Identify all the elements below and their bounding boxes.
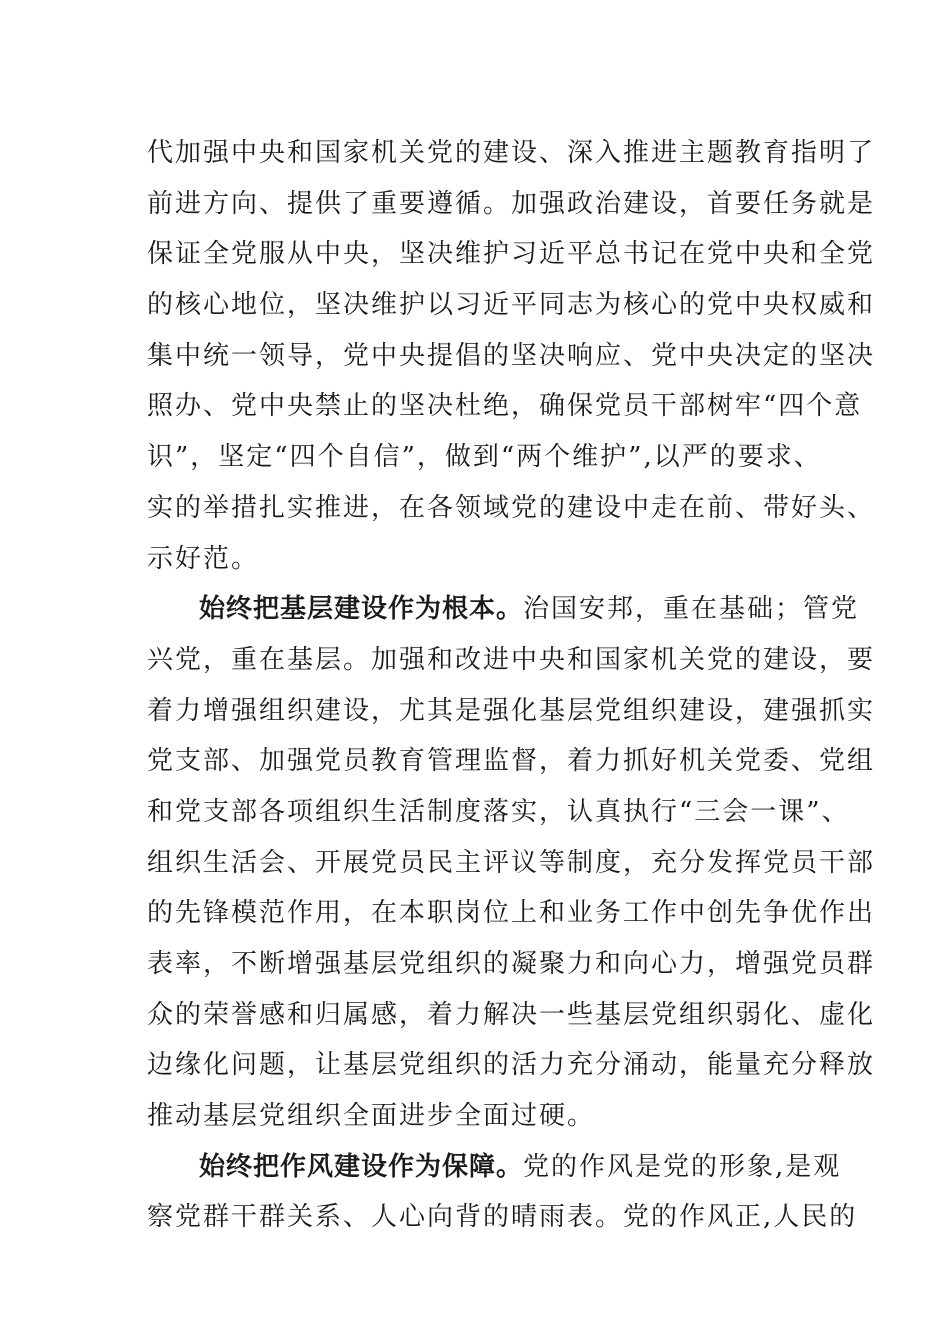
- paragraph-political-construction: [147, 128, 876, 584]
- text-run: 治国安邦，重在基础；管党: [523, 594, 860, 625]
- text-line: 的先锋模范作用，在本职岗位上和业务工作中创先争优作出: [147, 898, 876, 929]
- document-body: [147, 128, 876, 1243]
- paragraph-lead-heading: 始终把作风建设作为保障。: [199, 1151, 524, 1182]
- text-line: 识”，坚定“四个自信”，做到“两个维护”,以严的要求、: [147, 442, 822, 473]
- text-line: 表率，不断增强基层党组织的凝聚力和向心力，增强党员群: [147, 949, 876, 979]
- text-line: 组织生活会、开展党员民主评议等制度，充分发挥党员干部: [147, 847, 876, 878]
- text-line: 示好范。: [147, 543, 260, 574]
- text-line: 前进方向、提供了重要遵循。加强政治建设，首要任务就是: [147, 188, 876, 219]
- paragraph-work-style-construction: [147, 1142, 858, 1243]
- text-line: 实的举措扎实推进，在各领域党的建设中走在前、带好头、: [147, 492, 876, 523]
- text-line: 兴党，重在基层。加强和改进中央和国家机关党的建设，要: [147, 644, 876, 675]
- text-line: 保证全党服从中央，坚决维护习近平总书记在党中央和全党: [147, 239, 876, 270]
- paragraph-first-line: [147, 1142, 842, 1193]
- text-line: 着力增强组织建设，尤其是强化基层党组织建设，建强抓实: [147, 695, 876, 726]
- paragraph-grassroots-construction: [147, 584, 876, 1142]
- text-line: 集中统一领导，党中央提倡的坚决响应、党中央决定的坚决: [147, 340, 876, 371]
- text-line: 察党群干群关系、人心向背的晴雨表。党的作风正,人民的: [147, 1202, 858, 1233]
- text-line: 边缘化问题，让基层党组织的活力充分涌动，能量充分释放: [147, 1050, 876, 1081]
- text-line: 的核心地位，坚决维护以习近平同志为核心的党中央权威和: [147, 290, 876, 321]
- text-line: 代加强中央和国家机关党的建设、深入推进主题教育指明了: [147, 138, 876, 168]
- paragraph-first-line: [147, 584, 860, 635]
- text-line: 众的荣誉感和归属感，着力解决一些基层党组织弱化、虚化: [147, 999, 876, 1030]
- text-line: 和党支部各项组织生活制度落实，认真执行“三会一课”、: [147, 796, 850, 827]
- text-line: 推动基层党组织全面进步全面过硬。: [147, 1101, 596, 1132]
- text-line: 照办、党中央禁止的坚决杜绝，确保党员干部树牢“四个意: [147, 391, 863, 422]
- text-line: 党支部、加强党员教育管理监督，着力抓好机关党委、党组: [147, 746, 876, 777]
- text-run: 党的作风是党的形象,是观: [523, 1151, 842, 1182]
- paragraph-lead-heading: 始终把基层建设作为根本。: [199, 594, 524, 625]
